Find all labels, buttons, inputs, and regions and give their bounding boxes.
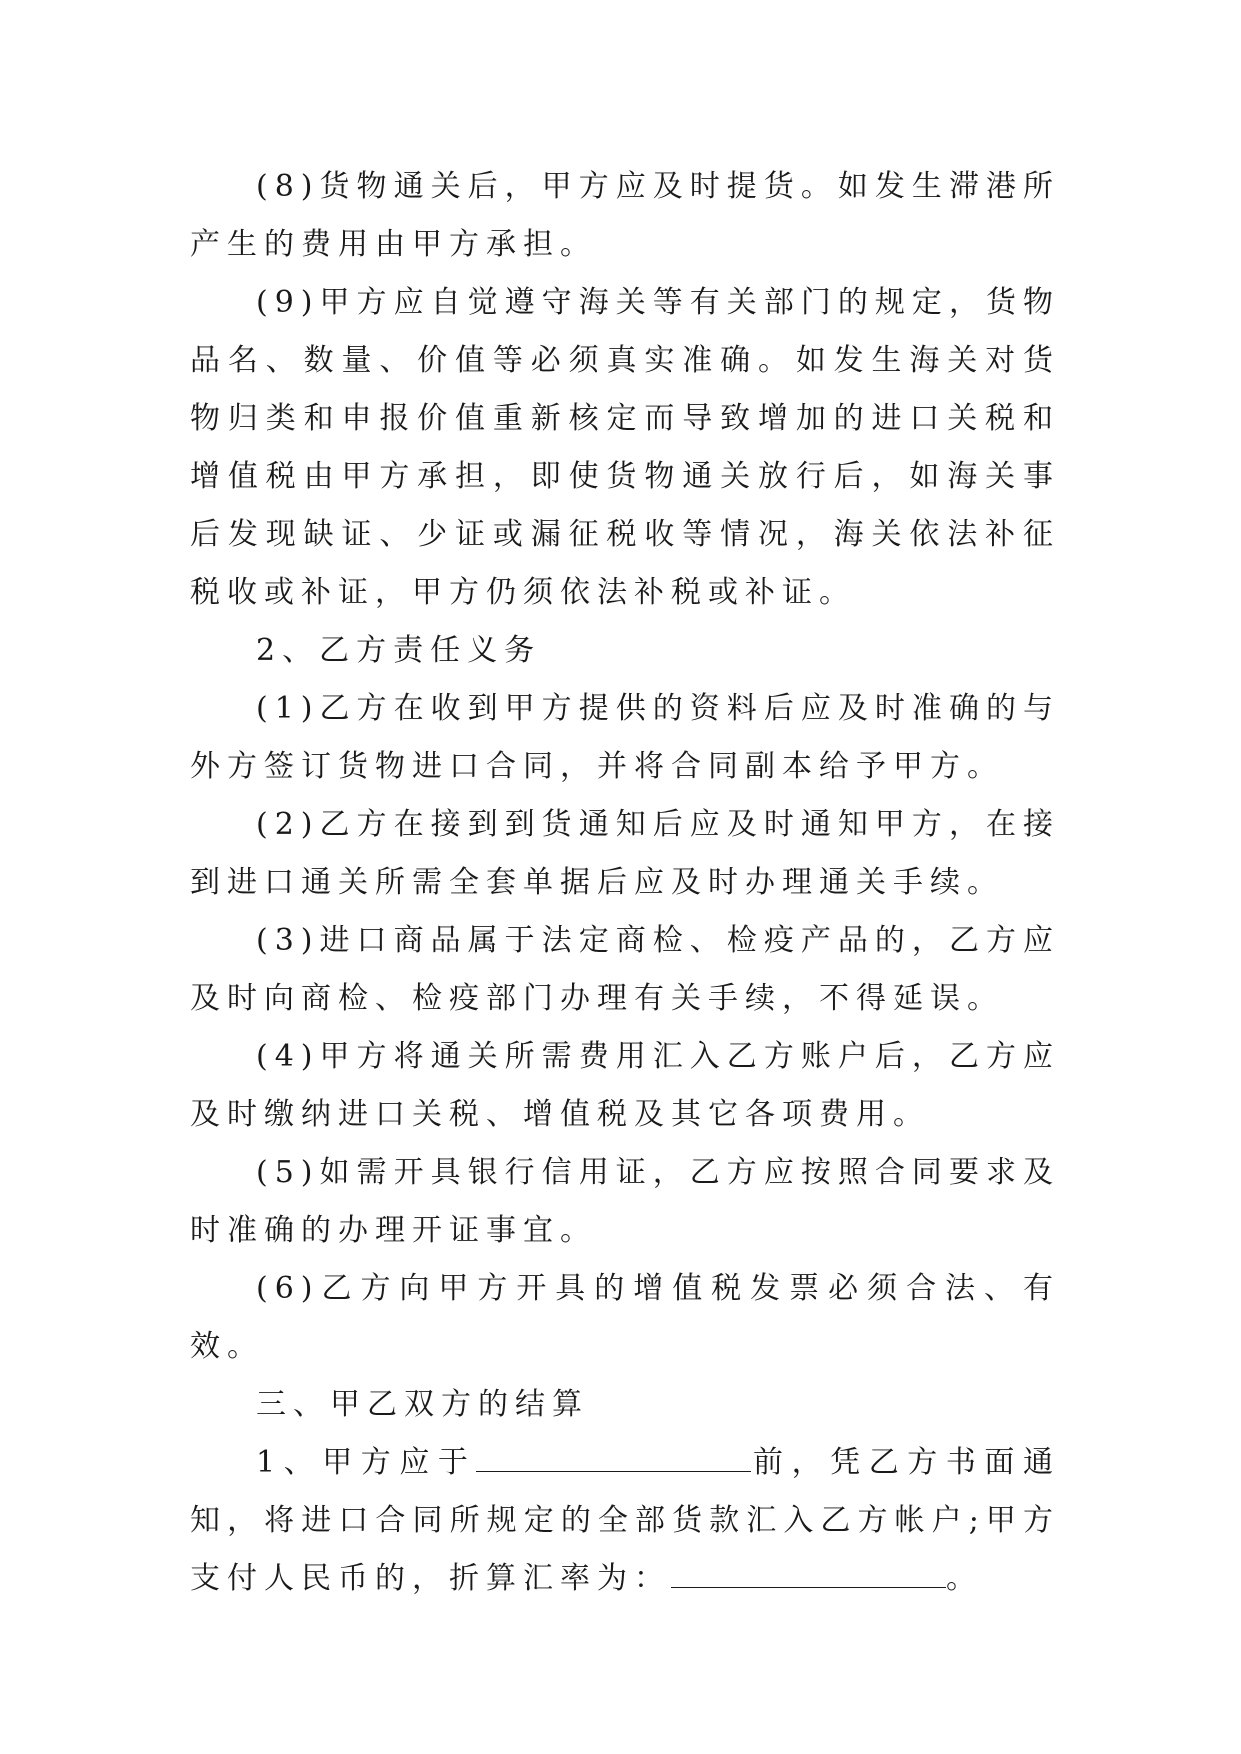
section-heading-party-b-duties: 2、乙方责任义务 (256, 633, 542, 668)
settlement-text-end: 。 (946, 1561, 983, 1596)
clause-8: (8)货物通关后，甲方应及时提货。如发生滞港所产生的费用由甲方承担。 (190, 169, 1060, 262)
settlement-text-middle: 前，凭乙方书面通知，将进口合同所规定的全部货款汇入乙方帐户;甲方支付人民币的，折算汇率为： (190, 1445, 1061, 1596)
party-b-clause-2: (2)乙方在接到到货通知后应及时通知甲方，在接到进口通关所需全套单据后应及时办理通关手续。 (190, 807, 1060, 900)
settlement-text-start: 1、甲方应于 (256, 1445, 477, 1480)
date-blank-line (476, 1441, 751, 1472)
settlement-clause-1 (190, 1434, 1060, 1608)
clause-9: (9)甲方应自觉遵守海关等有关部门的规定，货物品名、数量、价值等必须真实准确。如发生海关对货物归类和申报价值重新核定而导致增加的进口关税和增值税由甲方承担，即使货物通关放行后，如海关事后发现缺证、少证或漏征税收等情况，海关依法补征税收或补证，甲方仍须依法补税或补证。 (190, 285, 1060, 610)
party-b-clause-5: (5)如需开具银行信用证，乙方应按照合同要求及时准确的办理开证事宜。 (190, 1155, 1060, 1248)
document-body (190, 158, 1060, 1608)
exchange-rate-blank-line (671, 1557, 946, 1588)
section-heading-settlement: 三、甲乙双方的结算 (256, 1387, 589, 1422)
party-b-clause-3: (3)进口商品属于法定商检、检疫产品的，乙方应及时向商检、检疫部门办理有关手续，不得延误。 (190, 923, 1060, 1016)
party-b-clause-1: (1)乙方在收到甲方提供的资料后应及时准确的与外方签订货物进口合同，并将合同副本给予甲方。 (190, 691, 1060, 784)
party-b-clause-6: (6)乙方向甲方开具的增值税发票必须合法、有效。 (190, 1271, 1060, 1364)
party-b-clause-4: (4)甲方将通关所需费用汇入乙方账户后，乙方应及时缴纳进口关税、增值税及其它各项费用。 (190, 1039, 1060, 1132)
